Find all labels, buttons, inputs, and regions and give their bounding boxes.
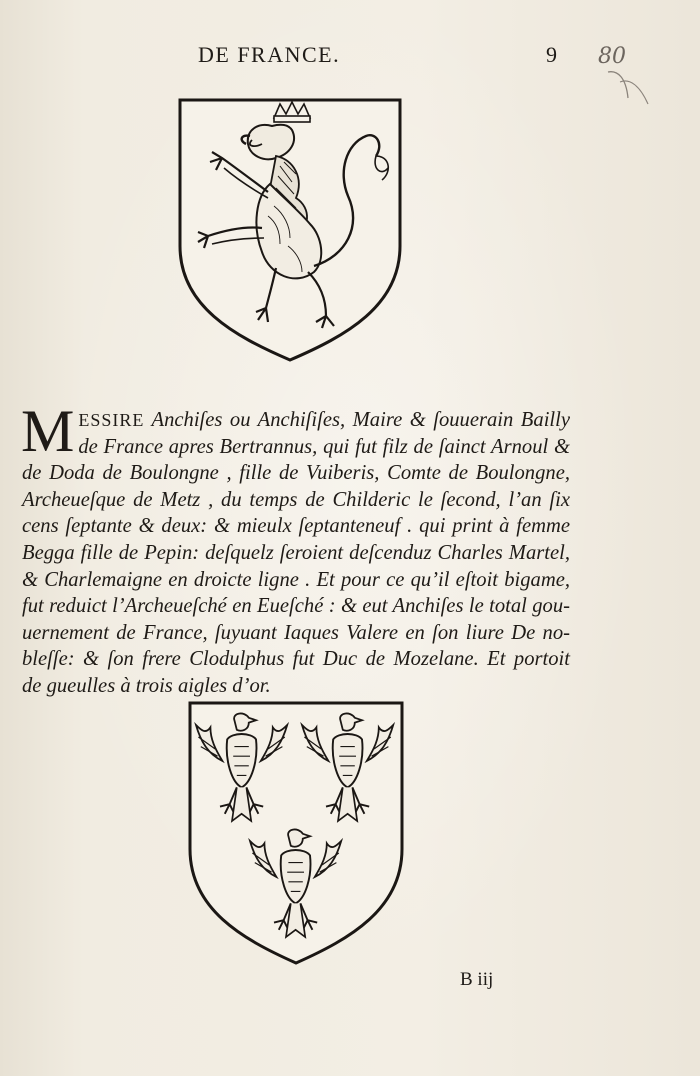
page-header bbox=[0, 42, 700, 72]
coat-of-arms-eagles bbox=[186, 699, 406, 967]
coat-of-arms-lion bbox=[176, 96, 404, 364]
drop-cap: M bbox=[21, 398, 75, 464]
text-line: de Doda de Boulongne , fille de Vuiberis, Comte de Boulongne, bbox=[22, 462, 570, 485]
text-line: uernement de France, ſuyuant Iaques Valere en ſon liure De no- bbox=[22, 621, 570, 644]
text-line: bleſſe: & ſon frere Clodulphus fut Duc de Mozelane. Et portoit bbox=[22, 648, 570, 671]
main-paragraph bbox=[21, 398, 570, 700]
lead-word: ESSIRE bbox=[78, 410, 145, 430]
lion-rampant-icon bbox=[176, 96, 404, 364]
text-line: cens ſeptante & deux: & mieulx ſeptanteneuf . qui print à femme bbox=[22, 515, 570, 538]
three-eagles-icon bbox=[186, 699, 406, 967]
pencil-mark-icon bbox=[606, 68, 650, 108]
signature-mark: B iij bbox=[460, 969, 494, 990]
text-line: ESSIRE Anchiſes ou Anchiſiſes, Maire & ſouuerain Bailly bbox=[78, 409, 570, 431]
text-line: de France apres Bertrannus, qui fut filz de ſainct Arnoul & bbox=[78, 435, 570, 458]
handwritten-folio-number: 80 bbox=[598, 44, 626, 69]
text-line: Archeueſque de Metz , du temps de Childeric le ſecond, l’an ſix bbox=[22, 488, 570, 511]
text-line: fut reduict l’Archeueſché en Eueſché : & eut Anchiſes le total gou- bbox=[22, 595, 570, 618]
running-head: DE FRANCE. bbox=[198, 42, 341, 67]
text-line: & Charlemaigne en droicte ligne . Et pour ce qu’il eſtoit bigame, bbox=[22, 568, 570, 591]
text-line: de gueulles à trois aigles d’or. bbox=[22, 674, 271, 697]
text-line: Begga fille de Pepin: deſquelz ſeroient deſcenduz Charles Martel, bbox=[22, 541, 570, 564]
page-number: 9 bbox=[546, 42, 557, 67]
